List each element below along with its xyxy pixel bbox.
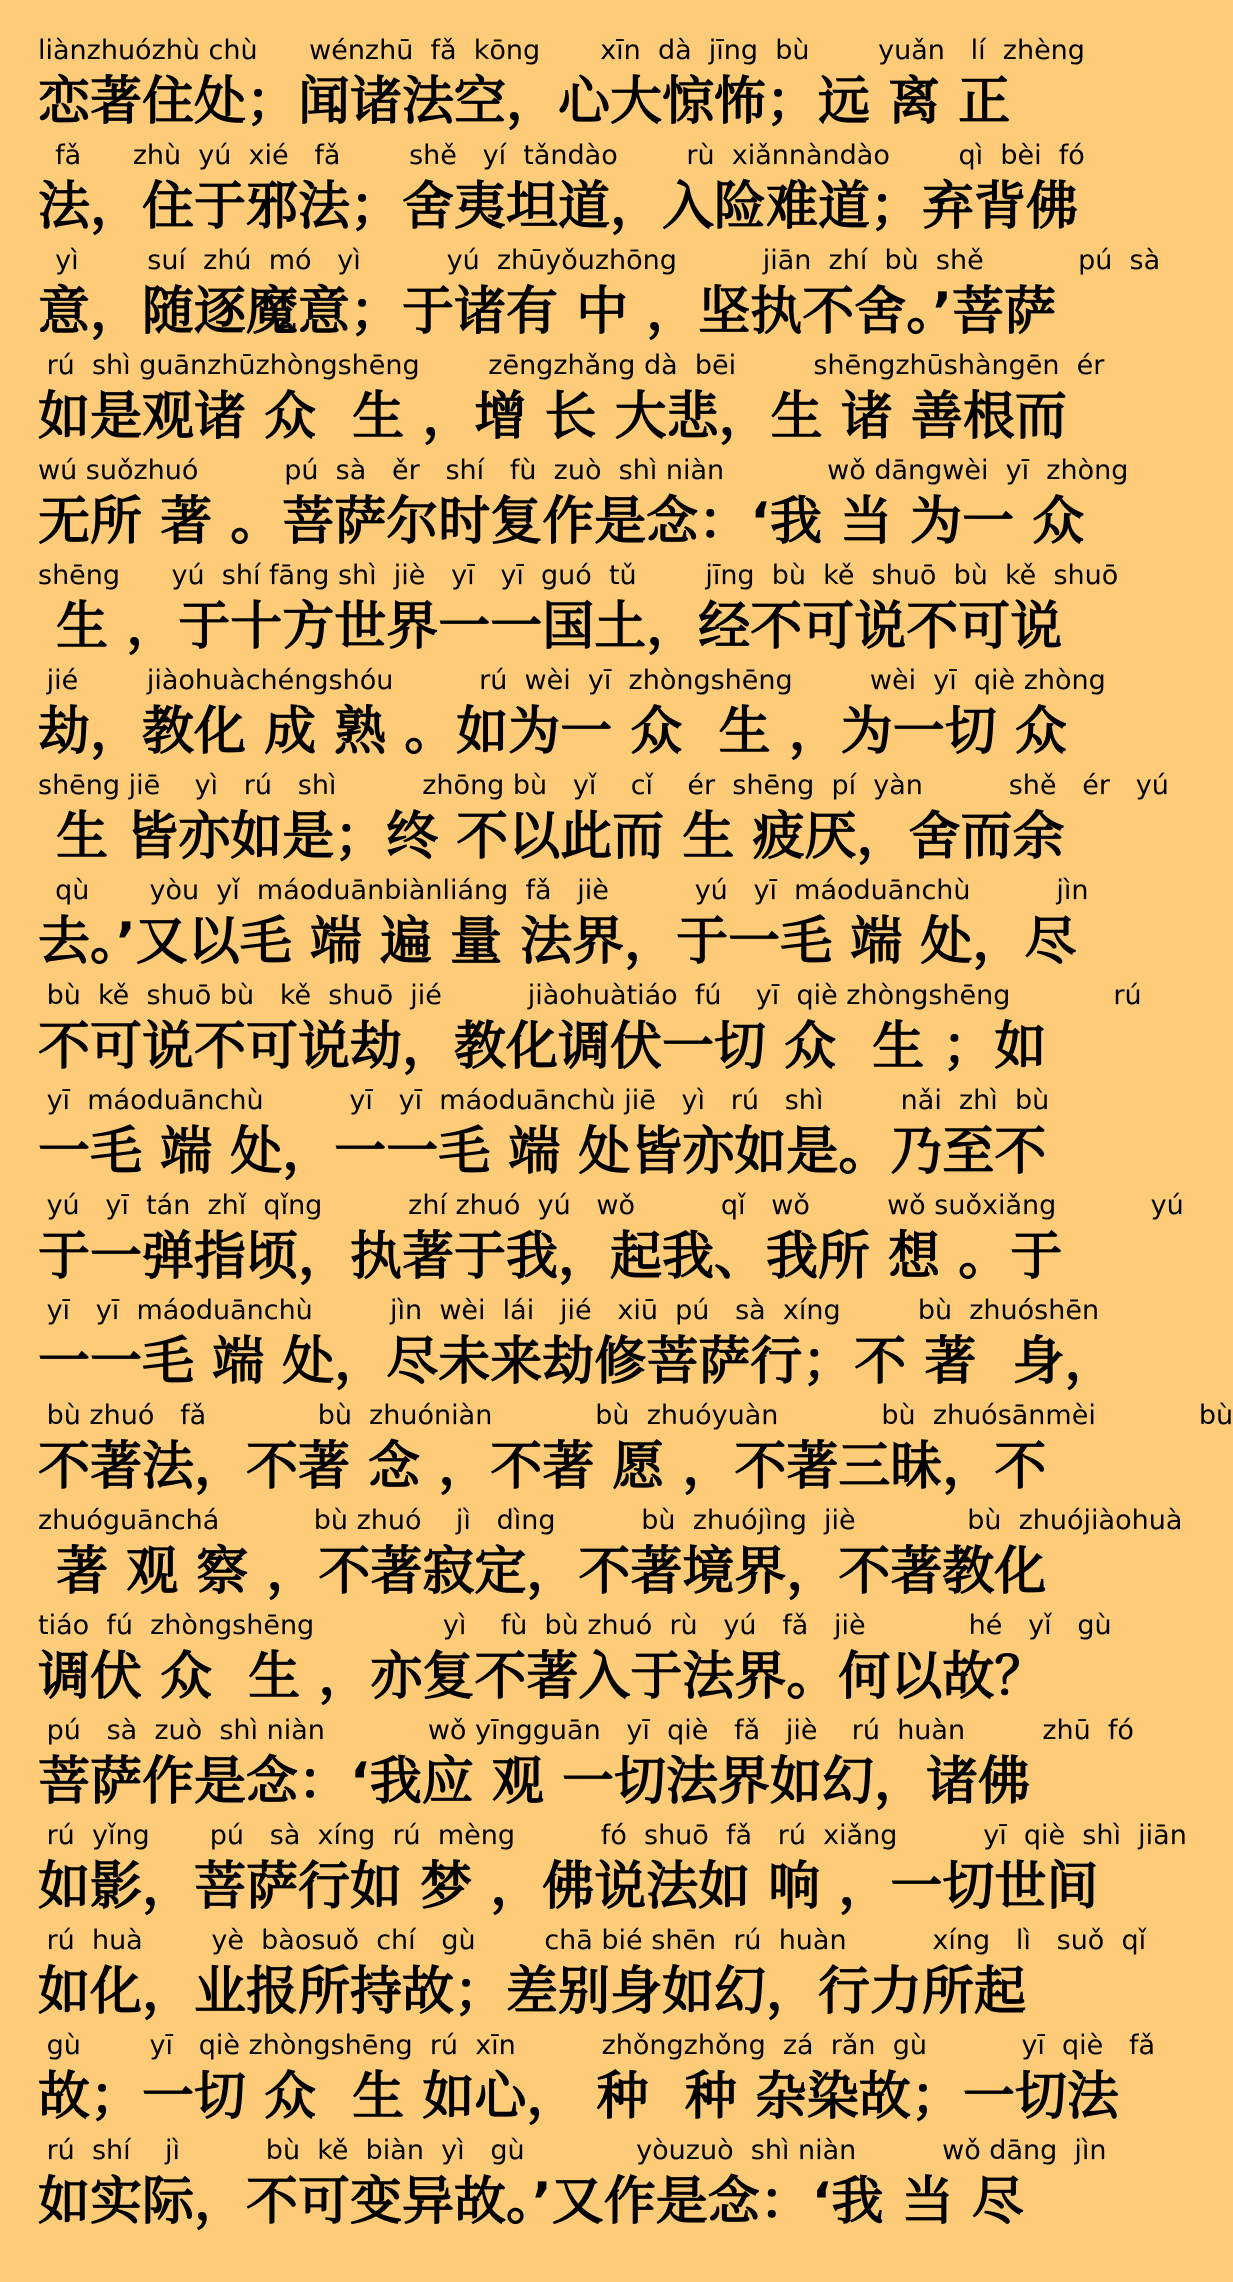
hanzi-row: 去。’又以毛 端 遍 量 法界，于一毛 端 处，尽: [38, 912, 1077, 972]
hanzi-row: 生 ，于十方世界一一国土，经不可说不可说: [38, 597, 1063, 657]
text-line: [38, 1714, 1134, 1819]
hanzi-row: 如影，菩萨行如 梦 ，佛说法如 响 ，一切世间: [38, 1857, 1099, 1917]
pinyin-row: rú shì guānzhūzhòngshēng zēngzhǎng dà bēi shēngzhūshàngēn ér: [38, 350, 1105, 381]
hanzi-row: 菩萨作是念：‘我应 观 一切法界如幻，诸佛: [38, 1752, 1030, 1812]
pinyin-row: yú yī tán zhǐ qǐng zhí zhuó yú wǒ qǐ wǒ wǒ suǒxiǎng yú: [38, 1190, 1184, 1221]
text-line: [38, 349, 1105, 454]
text-line: [38, 664, 1106, 769]
text-line: [38, 454, 1129, 559]
text-line: [38, 769, 1169, 874]
text-line: [38, 979, 1142, 1084]
hanzi-row: 一一毛 端 处，尽未来劫修菩萨行；不 著 身，: [38, 1332, 1117, 1392]
hanzi-row: 劫，教化 成 熟 。如为一 众 生 ，为一切 众: [38, 702, 1067, 762]
pinyin-row: rú shí jì bù kě biàn yì gù yòuzuò shì niàn wǒ dāng jìn: [38, 2135, 1107, 2166]
hanzi-row: 著 观 察 ，不著寂定，不著境界，不著教化: [38, 1542, 1047, 1602]
text-line: [38, 244, 1161, 349]
pinyin-row: tiáo fú zhòngshēng yì fù bù zhuó rù yú fǎ jiè hé yǐ gù: [38, 1610, 1112, 1641]
pinyin-row: qù yòu yǐ máoduānbiànliáng fǎ jiè yú yī máoduānchù jìn: [38, 875, 1089, 906]
hanzi-row: 不可说不可说劫，教化调伏一切 众 生 ；如: [38, 1017, 1047, 1077]
hanzi-row: 如实际，不可变异故。’又作是念：‘我 当 尽: [38, 2172, 1024, 2232]
pinyin-row: shēng yú shí fāng shì jiè yī yī guó tǔ jīng bù kě shuō bù kě shuō: [38, 560, 1119, 591]
text-line: [38, 1084, 1050, 1189]
text-line: [38, 874, 1089, 979]
pinyin-row: yī máoduānchù yī yī máoduānchù jiē yì rú shì nǎi zhì bù: [38, 1085, 1050, 1116]
text-line: [38, 1609, 1112, 1714]
pinyin-row: pú sà zuò shì niàn wǒ yīngguān yī qiè fǎ jiè rú huàn zhū fó: [38, 1715, 1134, 1746]
hanzi-row: 一毛 端 处，一一毛 端 处皆亦如是。乃至不: [38, 1122, 1047, 1182]
hanzi-row: 不著法，不著 念 ，不著 愿 ，不著三昧，不: [38, 1437, 1047, 1497]
pinyin-row: rú huà yè bàosuǒ chí gù chā bié shēn rú huàn xíng lì suǒ qǐ: [38, 1925, 1147, 1956]
text-line: [38, 1399, 1233, 1504]
text-line: [38, 1819, 1187, 1924]
pinyin-row: shēng jiē yì rú shì zhōng bù yǐ cǐ ér shēng pí yàn shě ér yú: [38, 770, 1169, 801]
pinyin-row: yī yī máoduānchù jìn wèi lái jié xiū pú sà xíng bù zhuóshēn: [38, 1295, 1100, 1326]
text-line: [38, 1924, 1147, 2029]
hanzi-row: 无所 著 。菩萨尔时复作是念：‘我 当 为一 众: [38, 492, 1085, 552]
pinyin-row: wú suǒzhuó pú sà ěr shí fù zuò shì niàn wǒ dāngwèi yī zhòng: [38, 455, 1129, 486]
pinyin-row: yì suí zhú mó yì yú zhūyǒuzhōng jiān zhí bù shě pú sà: [38, 245, 1161, 276]
text-line: [38, 139, 1085, 244]
pinyin-row: bù kě shuō bù kě shuō jié jiàohuàtiáo fú yī qiè zhòngshēng rú: [38, 980, 1142, 1011]
pinyin-row: gù yī qiè zhòngshēng rú xīn zhǒngzhǒng zá rǎn gù yī qiè fǎ: [38, 2030, 1156, 2061]
text-line: [38, 1294, 1117, 1399]
hanzi-row: 如是观诸 众 生 ，增 长 大悲，生 诸 善根而: [38, 387, 1067, 447]
hanzi-row: 恋著住处；闻诸法空，心大惊怖；远 离 正: [38, 72, 1011, 132]
text-line: [38, 2134, 1107, 2239]
text-line: [38, 559, 1119, 664]
hanzi-row: 生 皆亦如是；终 不以此而 生 疲厌，舍而余: [38, 807, 1065, 867]
text-line: [38, 1189, 1184, 1294]
hanzi-row: 故；一切 众 生 如心， 种 种 杂染故；一切法: [38, 2067, 1119, 2127]
hanzi-row: 调伏 众 生 ，亦复不著入于法界。何以故？: [38, 1647, 1047, 1707]
text-line: [38, 1504, 1183, 1609]
hanzi-row: 意，随逐魔意；于诸有 中 ，坚执不舍。’菩萨: [38, 282, 1056, 342]
text-line: [38, 34, 1085, 139]
pinyin-row: fǎ zhù yú xié fǎ shě yí tǎndào rù xiǎnnàndào qì bèi fó: [38, 140, 1085, 171]
pinyin-row: zhuóguānchá bù zhuó jì dìng bù zhuójìng jiè bù zhuójiàohuà: [38, 1505, 1183, 1536]
hanzi-row: 于一弹指顷，执著于我，起我、我所 想 。于: [38, 1227, 1063, 1287]
pinyin-row: rú yǐng pú sà xíng rú mèng fó shuō fǎ rú xiǎng yī qiè shì jiān: [38, 1820, 1187, 1851]
pinyin-row: liànzhuózhù chù wénzhū fǎ kōng xīn dà jīng bù yuǎn lí zhèng: [38, 35, 1085, 66]
pinyin-row: bù zhuó fǎ bù zhuóniàn bù zhuóyuàn bù zhuósānmèi bù: [38, 1400, 1233, 1431]
pinyin-row: jié jiàohuàchéngshóu rú wèi yī zhòngshēng wèi yī qiè zhòng: [38, 665, 1106, 696]
hanzi-row: 如化，业报所持故；差别身如幻，行力所起: [38, 1962, 1027, 2022]
text-line: [38, 2029, 1156, 2134]
hanzi-row: 法，住于邪法；舍夷坦道，入险难道；弃背佛: [38, 177, 1079, 237]
